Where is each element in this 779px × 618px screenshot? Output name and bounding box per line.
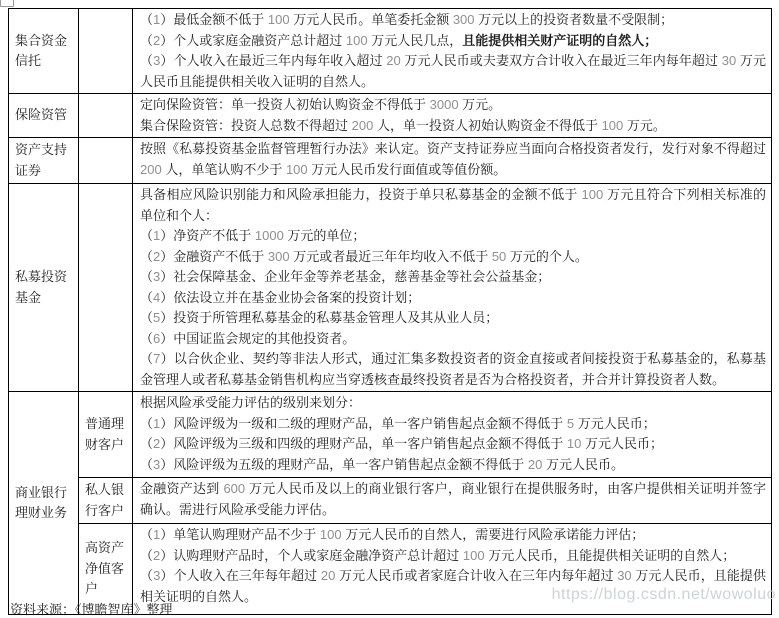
cell-text-line: 集合保险资管：投资人总数不得超过 200 人，单一投资人初始认购资金不得低于 100 万元。 [140,117,666,133]
cell-text-line: （4）依法设立并在基金业协会备案的投资计划； [140,289,421,305]
cell-text-line: 金融资产达到 600 万元人民币及以上的商业银行客户，商业银行在提供服务时，由客户提供相关证明并签字确认。需进行风险承受能力评估。 [140,481,766,517]
table-row [9,184,772,392]
cell-text-line: （5）投资于所管理私募基金的私募基金管理人及其从业人员； [140,310,499,325]
cell-text-line: （3）风险评级为五级的理财产品，单一客户销售起点金额不得低于 20 万元人民币。 [140,456,624,472]
table-container [8,8,771,615]
table-row [9,392,772,478]
source-note: 资料来源：《博瞻智库》整理 [10,602,173,617]
category-cell: 集合资金信托 [9,9,79,94]
cell-text-line: （1）风险评级为一级和二级的理财产品，单一客户销售起点金额不得低于 5 万元人民币； [140,415,656,431]
subcategory-cell: 高资产净值客户 [79,524,133,615]
financial-thresholds-table [8,8,772,615]
table-row [9,94,772,138]
subcategory-cell: 私人银行客户 [79,478,133,524]
cell-text-line: （2）认购理财产品时，个人或家庭金融净资产总计超过 100 万元人民币，且能提供相关证明的自然人； [140,547,736,563]
cell-text-line: （1）最低金额不低于 100 万元人民币。单笔委托金额 300 万元以上的投资者数量不受限制； [140,12,674,27]
cell-text-line: 定向保险资管：单一投资人初始认购资金不得低于 3000 万元。 [140,97,502,112]
subcategory-cell-empty [79,9,133,94]
cell-text-line: （6）中国证监会规定的其他投资者。 [140,330,356,346]
content-cell [133,392,772,478]
cell-text-line: （2）风险评级为三级和四级的理财产品，单一客户销售起点金额不得低于 10 万元人民币； [140,436,663,451]
category-cell: 保险资管 [9,94,79,138]
content-cell [133,9,772,94]
category-cell: 私募投资基金 [9,184,79,392]
bold-clause: 且能提供相关财产证明的自然人； [462,32,658,48]
content-cell [133,184,772,392]
cell-text-line: （3）个人收入在三年每年超过 20 万元人民币或者家庭合计收入在三年内每年超过 30 万元人民币，且能提供相关证明的自然人。 [140,568,766,604]
cell-text-line: （2）金融资产不低于 300 万元或者最近三年年均收入不低于 50 万元的个人。 [140,248,588,264]
table-row [9,138,772,184]
crop-artifact [0,0,14,7]
cell-text-line: （1）单笔认购理财产品不少于 100 万元人民币的自然人，需要进行风险承诺能力评估； [140,527,645,542]
table-row [9,9,772,94]
cell-text-line: （2）个人或家庭金融资产总计超过 100 万元人民几点，且能提供相关财产证明的自然人； [140,32,658,48]
subcategory-cell-empty [79,94,133,138]
cell-text-line: 根据风险承受能力评估的级别来划分： [140,395,362,410]
cell-text-line: 具备相应风险识别能力和风险承担能力，投资于单只私募基金的金额不低于 100 万元且符合下列相关标准的单位和个人： [140,187,766,223]
cell-text-line: （3）个人收入在最近三年内每年收入超过 20 万元人民币或夫妻双方合计收入在最近三年内每年超过 30 万元人民币且能提供相关收入证明的自然人。 [140,53,766,89]
content-cell [133,478,772,524]
cell-text-line: （3）社会保障基金、企业年金等养老基金，慈善基金等社会公益基金； [140,269,551,284]
category-cell: 商业银行理财业务 [9,392,79,615]
watermark-url: https://blog.csdn.net/wowoluo [551,586,776,603]
category-cell: 资产支持证券 [9,138,79,184]
cell-text-line: （1）净资产不低于 1000 万元的单位； [140,228,366,243]
content-cell [133,94,772,138]
cell-text-line: （7）以合伙企业、契约等非法人形式，通过汇集多数投资者的资金直接或者间接投资于私募基金的，私募基金管理人或者私募基金销售机构应当穿透核查最终投资者是否为合格投资者，并合并计算投资者人数。 [140,351,766,387]
content-cell [133,138,772,184]
cell-text-line: 按照《私募投资基金监督管理暂行办法》来认定。资产支持证券应当面向合格投资者发行，发行对象不得超过 200 人，单笔认购不少于 100 万元人民币发行面值或等值份额。 [140,141,766,177]
subcategory-cell-empty [79,184,133,392]
table-row [9,478,772,524]
subcategory-cell: 普通理财客户 [79,392,133,478]
subcategory-cell-empty [79,138,133,184]
